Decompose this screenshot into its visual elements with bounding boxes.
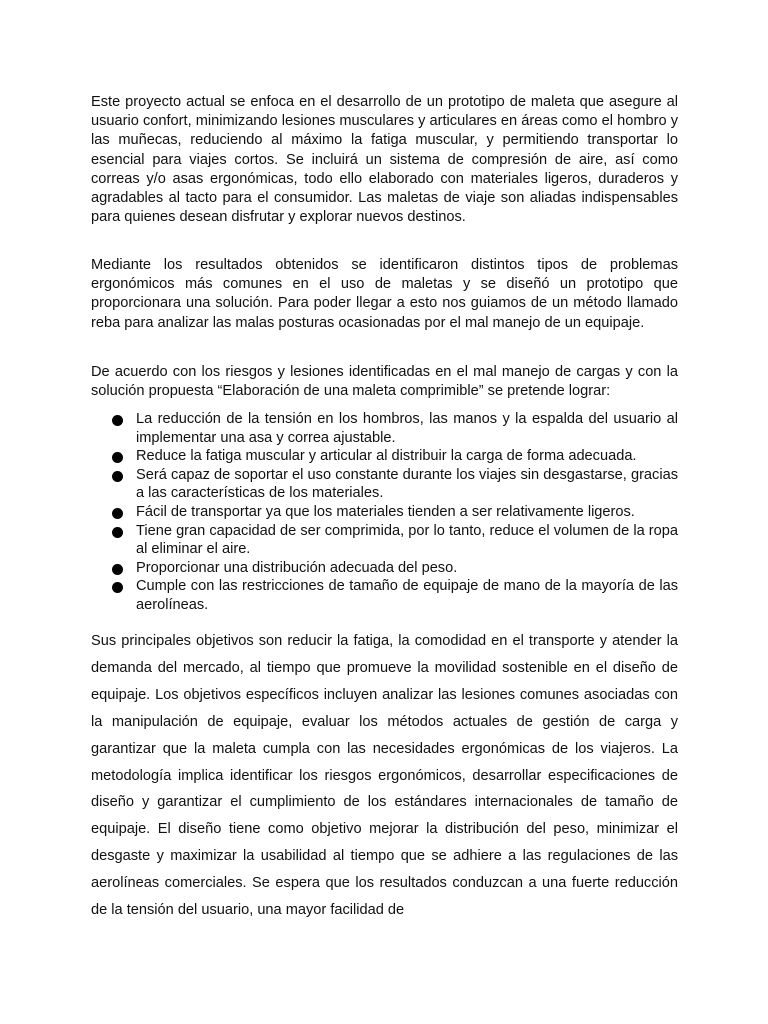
list-item-text: Cumple con las restricciones de tamaño de equipaje de mano de la mayoría de las aerolíneas. bbox=[136, 578, 678, 613]
bullet-icon bbox=[112, 452, 123, 463]
list-item bbox=[91, 522, 678, 559]
list-item-text: La reducción de la tensión en los hombros, las manos y la espalda del usuario al implementar una asa y correa ajustable. bbox=[136, 411, 678, 446]
list-item-text: Tiene gran capacidad de ser comprimida, por lo tanto, reduce el volumen de la ropa al eliminar el aire. bbox=[136, 522, 678, 558]
list-item-text: Será capaz de soportar el uso constante durante los viajes sin desgastarse, gracias a las características de los materiales. bbox=[136, 466, 678, 502]
bullet-icon bbox=[112, 415, 123, 426]
list-item bbox=[91, 503, 678, 522]
bullet-icon bbox=[112, 471, 123, 482]
list-item bbox=[91, 447, 678, 466]
list-item bbox=[91, 577, 678, 614]
goals-bullet-list bbox=[91, 410, 678, 615]
bullet-icon bbox=[112, 527, 123, 538]
list-item bbox=[91, 466, 678, 503]
list-item bbox=[91, 410, 678, 447]
list-item-text: Proporcionar una distribución adecuada del peso. bbox=[136, 559, 458, 576]
paragraph-introduction: Este proyecto actual se enfoca en el desarrollo de un prototipo de maleta que asegure al usuario confort, minimizando lesiones musculares y articulares en áreas como el hombro y las muñecas, reduciendo al máximo la fatiga muscular, y permitiendo transportar lo esencial para viajes cortos. Se incluirá un sistema de compresión de aire, así como correas y/o asas ergonómicas, todo ello elaborado con materiales ligeros, duraderos y agradables al tacto para el consumidor. Las maletas de viaje son aliadas indispensables para quienes desean disfrutar y explorar nuevos destinos. bbox=[91, 94, 678, 226]
bullet-icon bbox=[112, 508, 123, 519]
list-item bbox=[91, 559, 678, 578]
paragraph-proposed-solution: De acuerdo con los riesgos y lesiones identificadas en el mal manejo de cargas y con la solución propuesta “Elaboración de una maleta comprimible” se pretende lograr: bbox=[91, 364, 678, 400]
bullet-icon bbox=[112, 582, 123, 593]
paragraph-results: Mediante los resultados obtenidos se identificaron distintos tipos de problemas ergonómicos más comunes en el uso de maletas y se diseñó un prototipo que proporcionara una solución. Para poder llegar a esto nos guiamos de un método llamado reba para analizar las malas posturas ocasionadas por el mal manejo de un equipaje. bbox=[91, 257, 678, 331]
bullet-icon bbox=[112, 564, 123, 575]
list-item-text: Fácil de transportar ya que los materiales tienden a ser relativamente ligeros. bbox=[136, 503, 635, 520]
paragraph-objectives: Sus principales objetivos son reducir la fatiga, la comodidad en el transporte y atender la demanda del mercado, al tiempo que promueve la movilidad sostenible en el diseño de equipaje. Los objetivos específicos incluyen analizar las lesiones comunes asociadas con la manipulación de equipaje, evaluar los métodos actuales de gestión de carga y garantizar que la maleta cumpla con las necesidades ergonómicas de los viajeros. La metodología implica identificar los riesgos ergonómicos, desarrollar especificaciones de diseño y garantizar el cumplimiento de los estándares internacionales de tamaño de equipaje. El diseño tiene como objetivo mejorar la distribución del peso, minimizar el desgaste y maximizar la usabilidad al tiempo que se adhiere a las regulaciones de las aerolíneas comerciales. Se espera que los resultados conduzcan a una fuerte reducción de la tensión del usuario, una mayor facilidad de bbox=[91, 633, 678, 919]
list-item-text: Reduce la fatiga muscular y articular al distribuir la carga de forma adecuada. bbox=[136, 448, 637, 465]
